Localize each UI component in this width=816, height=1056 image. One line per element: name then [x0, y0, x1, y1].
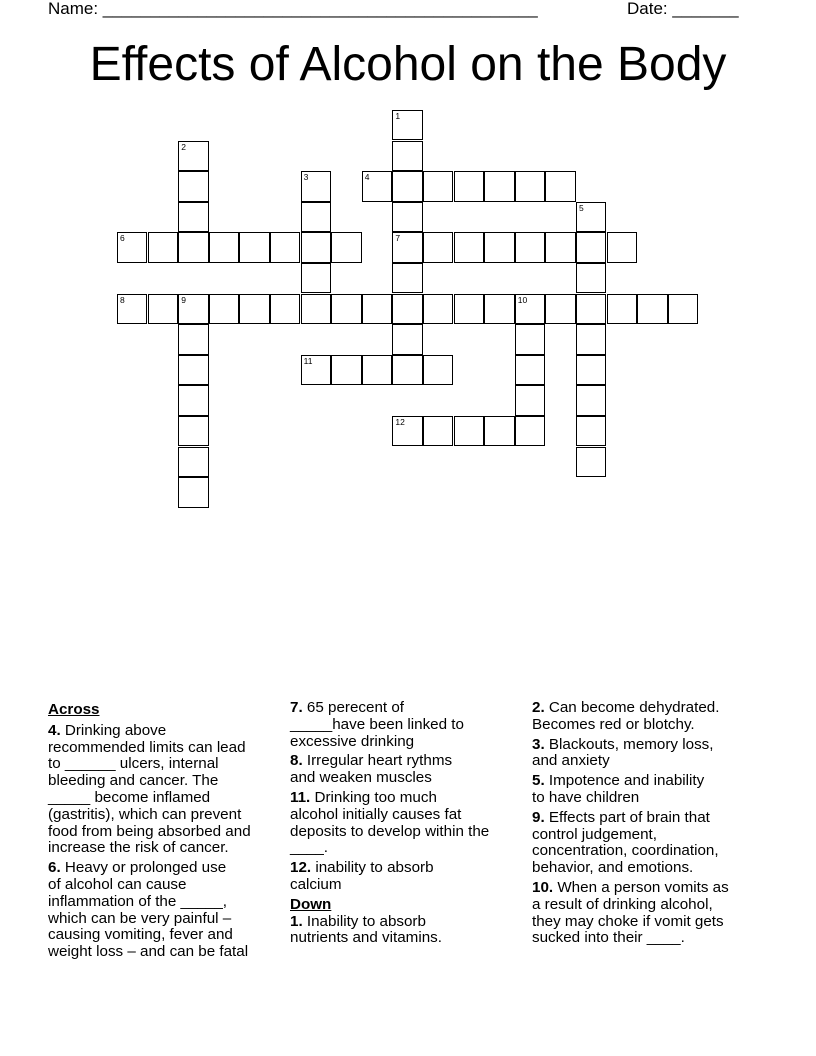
grid-cell[interactable]: [423, 294, 453, 324]
grid-cell[interactable]: [301, 232, 331, 262]
clue-number: 2: [181, 141, 186, 152]
down-heading: Down: [290, 895, 332, 913]
grid-cell[interactable]: [515, 416, 545, 446]
clue-item-number: 4.: [48, 721, 61, 739]
grid-cell[interactable]: [515, 232, 545, 262]
clue-number: 4: [364, 172, 370, 183]
clue-item-text: Can become dehydrated. Becomes red or blotchy.: [532, 699, 720, 733]
grid-cell[interactable]: [392, 324, 422, 354]
grid-cell[interactable]: [331, 355, 361, 385]
grid-cell[interactable]: [392, 294, 422, 324]
clue-item-text: Inability to absorb nutrients and vitamins.: [290, 912, 442, 947]
clue-number: 12: [395, 417, 405, 427]
grid-cell[interactable]: [454, 171, 484, 201]
grid-cell[interactable]: [576, 202, 606, 232]
clue-item-text: Irregular heart rythms and weaken muscles: [290, 752, 453, 787]
grid-cell[interactable]: [484, 416, 514, 446]
clue-item-text: Effects part of brain that control judgement, concentration, coordination, behavior, and emotions.: [532, 808, 719, 877]
clue-item-number: 10.: [532, 878, 554, 896]
grid-cell[interactable]: [301, 355, 331, 385]
clue-item-text: Drinking above recommended limits can lead to ______ ulcers, internal bleeding and cancer. The _____ become inflamed (gastritis), which can prevent food from being absorbed and increase the risk of cancer.: [48, 721, 251, 857]
down-clue-list-continued: [532, 700, 764, 947]
grid-cell[interactable]: [484, 232, 514, 262]
clue-number: 9: [181, 294, 186, 305]
clue-item: [532, 773, 764, 807]
clue-item-number: 3.: [532, 735, 545, 753]
grid-cell[interactable]: [362, 171, 392, 201]
grid-cell[interactable]: [117, 232, 147, 262]
grid-cell[interactable]: [362, 355, 392, 385]
across-clue-list: [48, 723, 280, 961]
clue-item-text: Blackouts, memory loss, and anxiety: [532, 735, 714, 770]
clue-item-text: When a person vomits as a result of drinking alcohol, they may choke if vomit gets sucked into their ____.: [532, 878, 729, 947]
grid-cell[interactable]: [515, 324, 545, 354]
clue-item: [532, 737, 764, 771]
grid-cell[interactable]: [301, 263, 331, 293]
grid-cell[interactable]: [392, 171, 422, 201]
grid-cell[interactable]: [392, 416, 422, 446]
grid-cell[interactable]: [301, 171, 331, 201]
grid-cell[interactable]: [576, 294, 606, 324]
clue-item-number: 2.: [532, 699, 545, 716]
clue-item-text: Impotence and inability to have children: [532, 772, 705, 806]
grid-cell[interactable]: [576, 416, 606, 446]
grid-cell[interactable]: [178, 324, 208, 354]
clue-number: 1: [395, 111, 401, 121]
grid-cell[interactable]: [454, 294, 484, 324]
grid-cell[interactable]: [178, 141, 208, 171]
clue-number: 8: [120, 294, 125, 305]
grid-cell[interactable]: [209, 294, 239, 324]
clue-item-number: 9.: [532, 808, 545, 826]
grid-cell[interactable]: [178, 447, 208, 477]
grid-cell[interactable]: [423, 355, 453, 385]
grid-cell[interactable]: [392, 141, 422, 171]
page-title: Effects of Alcohol on the Body: [89, 38, 727, 91]
clue-number: 6: [120, 233, 125, 244]
grid-cell[interactable]: [392, 263, 422, 293]
grid-cell[interactable]: [148, 294, 178, 324]
clue-item: [290, 860, 522, 894]
grid-cell[interactable]: [392, 202, 422, 232]
grid-cell[interactable]: [301, 202, 331, 232]
clue-item: [290, 914, 522, 948]
clue-item: [532, 700, 764, 734]
grid-cell[interactable]: [515, 171, 545, 201]
clue-number: 10: [517, 294, 528, 305]
grid-cell[interactable]: [607, 294, 637, 324]
grid-cell[interactable]: [301, 294, 331, 324]
name-field-line: Name: ______________________________________________: [48, 0, 538, 18]
grid-cell[interactable]: [454, 232, 484, 262]
grid-cell[interactable]: [637, 294, 667, 324]
date-field-line: Date: _______: [627, 0, 739, 18]
clue-number: 3: [303, 172, 309, 183]
clue-item-number: 8.: [290, 752, 303, 770]
clue-item: [290, 790, 522, 857]
clues-column-3: [532, 700, 764, 950]
grid-cell[interactable]: [209, 232, 239, 262]
clue-item-number: 6.: [48, 859, 61, 877]
across-clue-list-continued: [290, 700, 522, 894]
grid-cell[interactable]: [545, 171, 575, 201]
grid-cell[interactable]: [423, 416, 453, 446]
grid-cell[interactable]: [392, 232, 422, 262]
grid-cell[interactable]: [423, 232, 453, 262]
clue-item-number: 1.: [290, 912, 303, 930]
grid-cell[interactable]: [362, 294, 392, 324]
grid-cell[interactable]: [515, 294, 545, 324]
grid-cell[interactable]: [576, 263, 606, 293]
clue-item-text: Drinking too much alcohol initially causes fat deposits to develop within the ____.: [290, 788, 490, 857]
grid-cell[interactable]: [484, 294, 514, 324]
grid-cell[interactable]: [239, 294, 269, 324]
clue-number: 7: [395, 233, 401, 244]
grid-cell[interactable]: [178, 355, 208, 385]
clue-item-number: 7.: [290, 699, 303, 716]
clue-item: [290, 753, 522, 787]
grid-cell[interactable]: [117, 294, 147, 324]
grid-cell[interactable]: [178, 416, 208, 446]
grid-cell[interactable]: [270, 232, 300, 262]
grid-cell[interactable]: [515, 355, 545, 385]
grid-cell[interactable]: [576, 447, 606, 477]
grid-cell[interactable]: [392, 355, 422, 385]
grid-cell[interactable]: [178, 202, 208, 232]
clue-item-text: inability to absorb calcium: [290, 859, 434, 893]
grid-cell[interactable]: [545, 232, 575, 262]
grid-cell[interactable]: [331, 294, 361, 324]
grid-cell[interactable]: [178, 477, 208, 507]
grid-cell[interactable]: [392, 110, 422, 140]
grid-cell[interactable]: [148, 232, 178, 262]
clue-number: 11: [303, 355, 313, 366]
grid-cell[interactable]: [607, 232, 637, 262]
clue-item: [532, 810, 764, 877]
grid-cell[interactable]: [515, 385, 545, 415]
clue-item: [532, 880, 764, 947]
grid-cell[interactable]: [576, 324, 606, 354]
grid-cell[interactable]: [239, 232, 269, 262]
grid-cell[interactable]: [331, 232, 361, 262]
down-clue-list: [290, 914, 522, 948]
across-heading: Across: [48, 701, 100, 718]
grid-cell[interactable]: [576, 385, 606, 415]
grid-cell[interactable]: [668, 294, 698, 324]
grid-cell[interactable]: [270, 294, 300, 324]
clue-item-text: Heavy or prolonged use of alcohol can cause inflammation of the _____, which can be very painful – causing vomiting, fever and weight loss – and can be fatal: [48, 859, 249, 961]
grid-cell[interactable]: [423, 171, 453, 201]
clue-item-text: 65 perecent of _____have been linked to excessive drinking: [290, 699, 464, 750]
clue-item: [48, 860, 280, 961]
clue-item-number: 11.: [290, 788, 311, 806]
clue-item: [290, 700, 522, 750]
grid-cell[interactable]: [576, 355, 606, 385]
grid-cell[interactable]: [545, 294, 575, 324]
clue-number: 5: [579, 202, 584, 213]
grid-cell[interactable]: [178, 171, 208, 201]
grid-cell[interactable]: [454, 416, 484, 446]
clue-item-number: 5.: [532, 772, 545, 790]
clue-item-number: 12.: [290, 859, 312, 877]
clues-column-2: [290, 700, 522, 950]
grid-cell[interactable]: [178, 385, 208, 415]
clues-column-1: [48, 700, 280, 964]
grid-cell[interactable]: [576, 232, 606, 262]
grid-cell[interactable]: [484, 171, 514, 201]
clue-item: [48, 723, 280, 857]
grid-cell[interactable]: [178, 294, 208, 324]
grid-cell[interactable]: [178, 232, 208, 262]
